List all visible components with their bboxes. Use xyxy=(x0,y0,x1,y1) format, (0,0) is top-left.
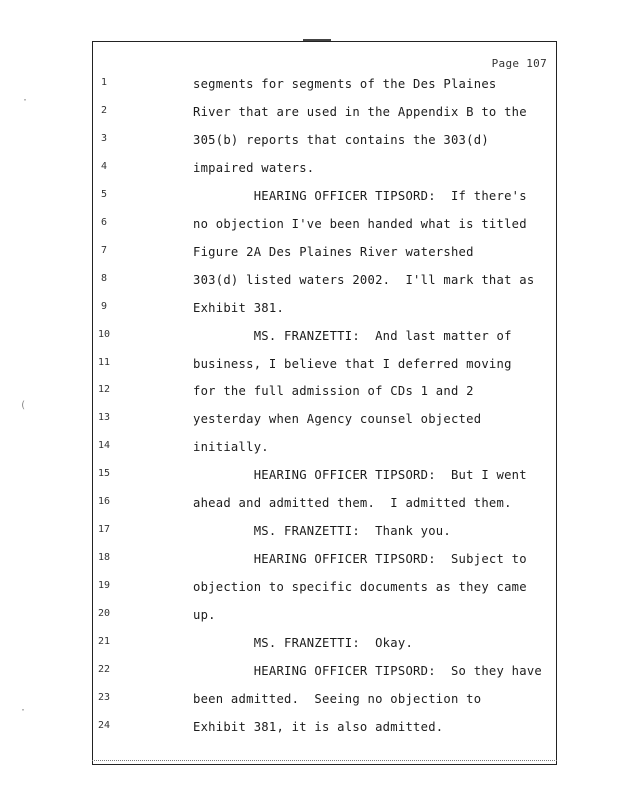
transcript-line xyxy=(0,440,618,460)
transcript-line xyxy=(0,608,618,628)
line-text: business, I believe that I deferred moving xyxy=(193,356,512,371)
line-text: objection to specific documents as they came xyxy=(193,580,527,595)
line-text: up. xyxy=(193,608,216,623)
transcript-line xyxy=(0,468,618,488)
line-text: impaired waters. xyxy=(193,160,315,175)
transcript-line xyxy=(0,412,618,432)
line-text: 303(d) listed waters 2002. I'll mark that as xyxy=(193,272,535,287)
line-text: MS. FRANZETTI: Okay. xyxy=(193,636,414,650)
line-number: 14 xyxy=(97,440,111,452)
line-number: 17 xyxy=(97,524,111,536)
line-text: HEARING OFFICER TIPSORD: Subject to xyxy=(193,552,527,567)
line-number: 4 xyxy=(100,160,108,172)
line-number: 12 xyxy=(97,384,111,396)
line-text: HEARING OFFICER TIPSORD: If there's xyxy=(193,188,527,203)
line-number: 19 xyxy=(97,580,111,592)
bottom-rule xyxy=(92,760,557,762)
line-text: yesterday when Agency counsel objected xyxy=(193,412,482,427)
line-text: MS. FRANZETTI: Thank you. xyxy=(193,524,451,539)
transcript-line xyxy=(0,105,618,125)
transcript-line xyxy=(0,301,618,321)
line-number: 20 xyxy=(97,608,111,620)
transcript-line xyxy=(0,580,618,600)
transcript-line xyxy=(0,552,618,572)
line-number: 9 xyxy=(100,300,108,312)
transcript-line xyxy=(0,133,618,153)
line-number: 22 xyxy=(97,663,111,675)
line-text: no objection I've been handed what is titled xyxy=(193,216,527,231)
transcript-line xyxy=(0,384,618,404)
transcript-line xyxy=(0,161,618,181)
transcript-line xyxy=(0,189,618,209)
line-number: 15 xyxy=(97,468,111,480)
transcript-line xyxy=(0,77,618,97)
line-number: 11 xyxy=(97,356,111,368)
transcript-line xyxy=(0,329,618,349)
transcript-line xyxy=(0,636,618,656)
transcript-line xyxy=(0,357,618,377)
line-text: ahead and admitted them. I admitted them. xyxy=(193,496,512,511)
transcript-line xyxy=(0,720,618,740)
line-text: for the full admission of CDs 1 and 2 xyxy=(193,384,474,399)
line-number: 5 xyxy=(100,188,108,200)
line-number: 13 xyxy=(97,412,111,424)
transcript-line xyxy=(0,273,618,293)
line-text: Exhibit 381. xyxy=(193,300,285,315)
transcript-line xyxy=(0,245,618,265)
line-number: 21 xyxy=(97,636,111,647)
line-text: initially. xyxy=(193,440,269,455)
line-number: 18 xyxy=(97,552,111,564)
line-text: Exhibit 381, it is also admitted. xyxy=(193,719,444,734)
transcript-line xyxy=(0,524,618,544)
margin-speck: · xyxy=(22,95,29,106)
line-text: MS. FRANZETTI: And last matter of xyxy=(193,328,512,343)
margin-speck: · xyxy=(20,705,27,716)
line-number: 3 xyxy=(100,132,108,144)
line-text: HEARING OFFICER TIPSORD: But I went xyxy=(193,468,527,483)
line-number: 24 xyxy=(97,719,111,731)
line-text: 305(b) reports that contains the 303(d) xyxy=(193,132,489,147)
line-text: Figure 2A Des Plaines River watershed xyxy=(193,244,474,259)
transcript-line xyxy=(0,496,618,516)
line-number: 23 xyxy=(97,691,111,703)
page-number: Page 107 xyxy=(491,57,547,70)
line-text: River that are used in the Appendix B to the xyxy=(193,104,527,119)
margin-speck: ( xyxy=(20,400,27,411)
transcript-line xyxy=(0,217,618,237)
line-text: been admitted. Seeing no objection to xyxy=(193,691,482,706)
line-number: 7 xyxy=(100,244,108,256)
line-number: 2 xyxy=(100,104,108,116)
line-number: 10 xyxy=(97,328,111,340)
line-number: 6 xyxy=(100,216,108,228)
line-text: segments for segments of the Des Plaines xyxy=(193,77,497,91)
line-number: 8 xyxy=(100,272,108,284)
transcript-line xyxy=(0,664,618,684)
line-number: 16 xyxy=(97,496,111,508)
line-text: HEARING OFFICER TIPSORD: So they have xyxy=(193,663,543,678)
line-number: 1 xyxy=(100,77,108,88)
transcript-line xyxy=(0,692,618,712)
